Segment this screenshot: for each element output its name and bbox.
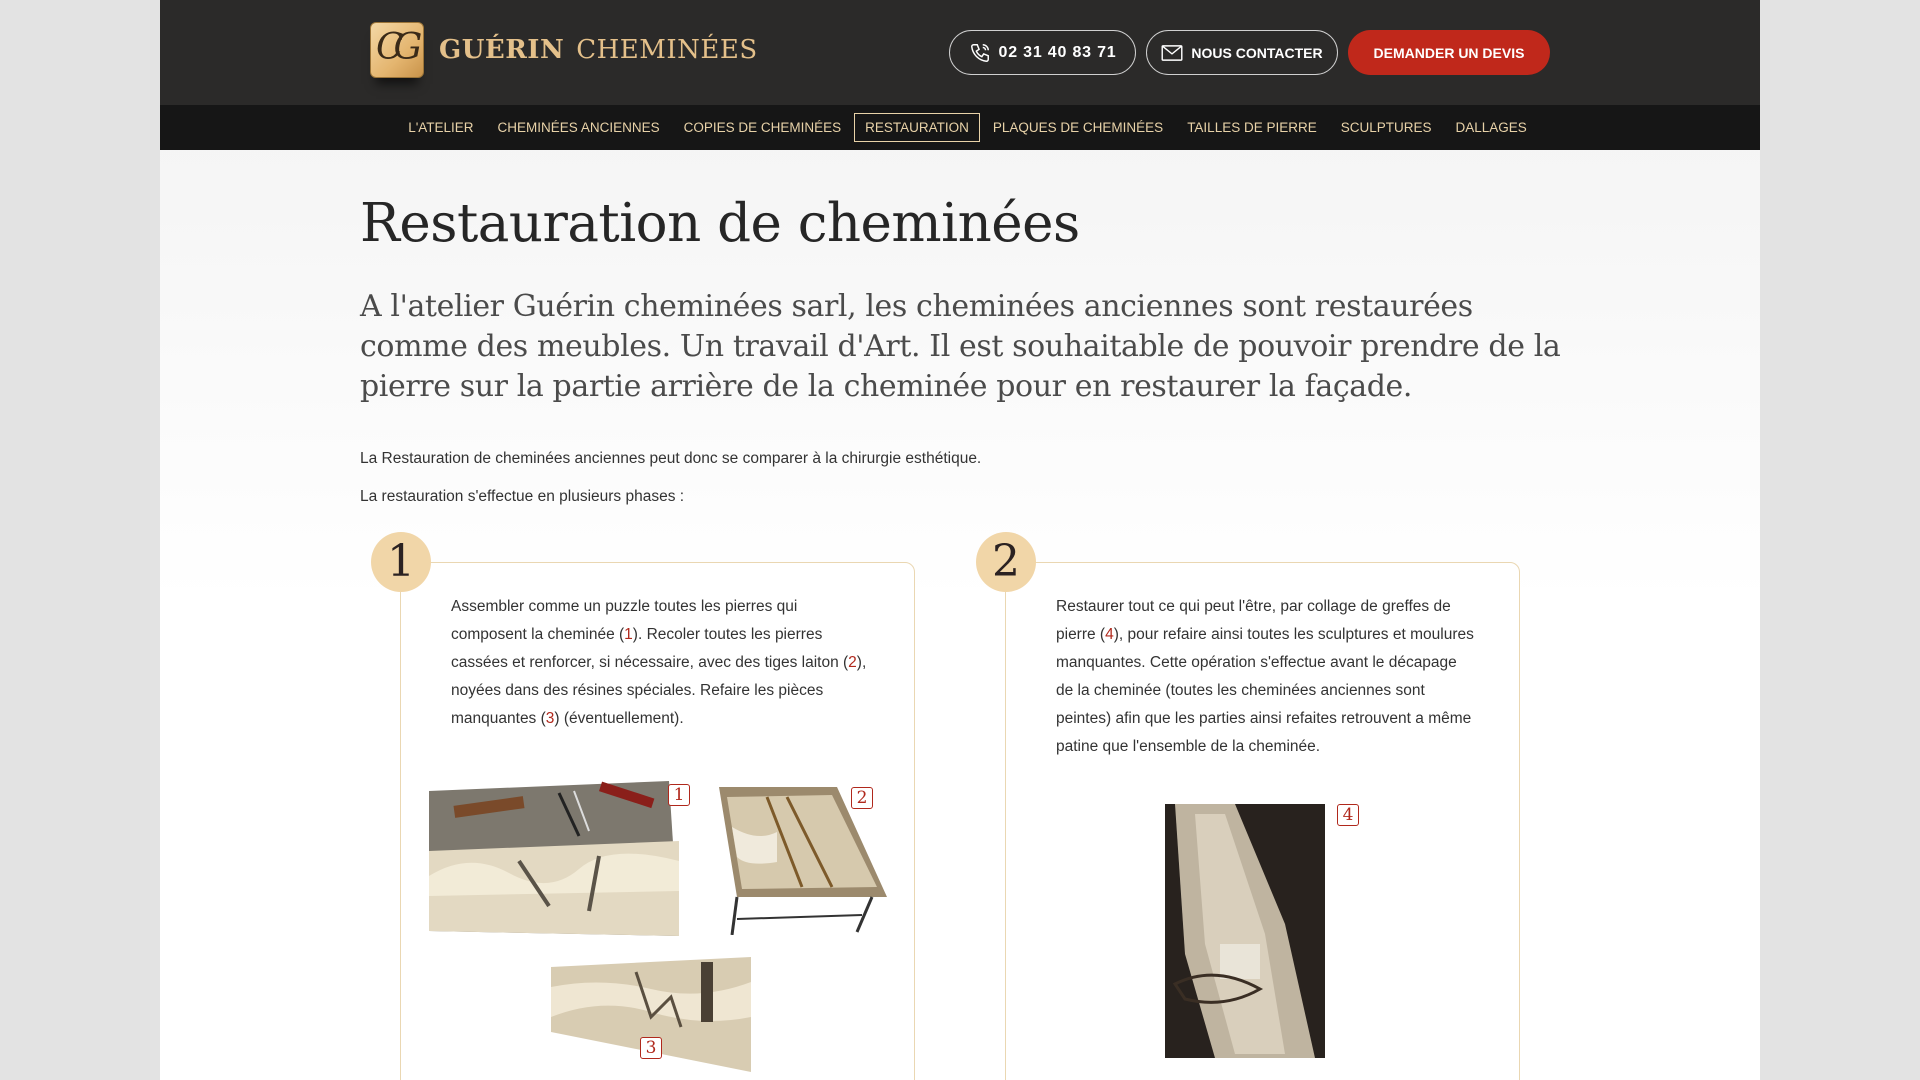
quote-button[interactable]: DEMANDER UN DEVIS bbox=[1348, 30, 1550, 75]
step-number-1: 1 bbox=[371, 532, 431, 592]
nav-item-cheminees-anciennes[interactable]: CHEMINÉES ANCIENNES bbox=[497, 120, 660, 135]
nav-item-plaques-de-cheminees[interactable]: PLAQUES DE CHEMINÉES bbox=[992, 120, 1164, 135]
intro-text: A l'atelier Guérin cheminées sarl, les cheminées anciennes sont restaurées comme des meubles. Un travail d'Art. Il est souhaitable de pouvoir prendre de la pierre sur la partie arrière de la cheminée pour en restaurer la façade. bbox=[360, 289, 1561, 404]
nav-item-l-atelier[interactable]: L'ATELIER bbox=[408, 120, 474, 135]
photo-tag-1: 1 bbox=[668, 784, 690, 806]
logo-monogram: CG bbox=[370, 22, 424, 78]
site-header bbox=[160, 0, 1760, 105]
logo[interactable] bbox=[370, 20, 758, 80]
page bbox=[160, 0, 1760, 1080]
logo-name-light: CHEMINÉES bbox=[576, 35, 758, 65]
logo-name-bold: GUÉRIN bbox=[439, 35, 565, 65]
step-card-2 bbox=[1005, 562, 1520, 1080]
photo-tag-4: 4 bbox=[1337, 804, 1359, 826]
photo-tag-3: 3 bbox=[640, 1037, 662, 1059]
phone-number: 02 31 40 83 71 bbox=[998, 43, 1117, 61]
nav-item-sculptures[interactable]: SCULPTURES bbox=[1340, 120, 1432, 135]
photo-brass-rods[interactable] bbox=[717, 787, 887, 935]
nav-item-tailles-de-pierre[interactable]: TAILLES DE PIERRE bbox=[1187, 120, 1317, 135]
paragraph-comparison: La Restauration de cheminées anciennes peut donc se comparer à la chirurgie esthétique. bbox=[360, 450, 982, 467]
nav-item-dallages[interactable]: DALLAGES bbox=[1455, 120, 1527, 135]
contact-label: NOUS CONTACTER bbox=[1191, 44, 1323, 61]
step-2-text: Restaurer tout ce qui peut l'être, par collage de greffes de pierre (4), pour refaire ainsi toutes les sculptures et moulures manquantes. Cette opération s'effectue avant le décapage de la cheminée (toutes les cheminées anciennes sont peintes) afin que les parties ainsi refaites retrouvent a même patine que l'ensemble de la cheminée. bbox=[1056, 598, 1474, 755]
step-1-text: Assembler comme un puzzle toutes les pierres qui composent la cheminée (1). Recoler toutes les pierres cassées et renforcer, si nécessaire, avec des tiges laiton (2), noyées dans des résines spéciales. Refaire les pièces manquantes (3) (éventuellement). bbox=[451, 598, 867, 727]
contact-button[interactable] bbox=[1146, 30, 1338, 75]
nav-item-copies-de-cheminees[interactable]: COPIES DE CHEMINÉES bbox=[683, 120, 842, 135]
page-title: Restauration de cheminées bbox=[360, 193, 1080, 254]
photo-tag-2: 2 bbox=[851, 787, 873, 809]
phone-icon bbox=[969, 42, 991, 64]
step-card-1 bbox=[400, 562, 915, 1080]
paragraph-phases: La restauration s'effectue en plusieurs phases : bbox=[360, 488, 685, 505]
photo-assembly[interactable] bbox=[429, 781, 679, 941]
phone-button[interactable] bbox=[949, 30, 1136, 75]
photo-stone-grafts[interactable] bbox=[1165, 804, 1325, 1058]
nav-item-restauration[interactable]: RESTAURATION bbox=[854, 113, 980, 142]
main-nav bbox=[160, 105, 1760, 150]
mail-icon bbox=[1161, 45, 1183, 61]
step-number-2: 2 bbox=[976, 532, 1036, 592]
photo-missing-parts[interactable] bbox=[551, 957, 751, 1077]
